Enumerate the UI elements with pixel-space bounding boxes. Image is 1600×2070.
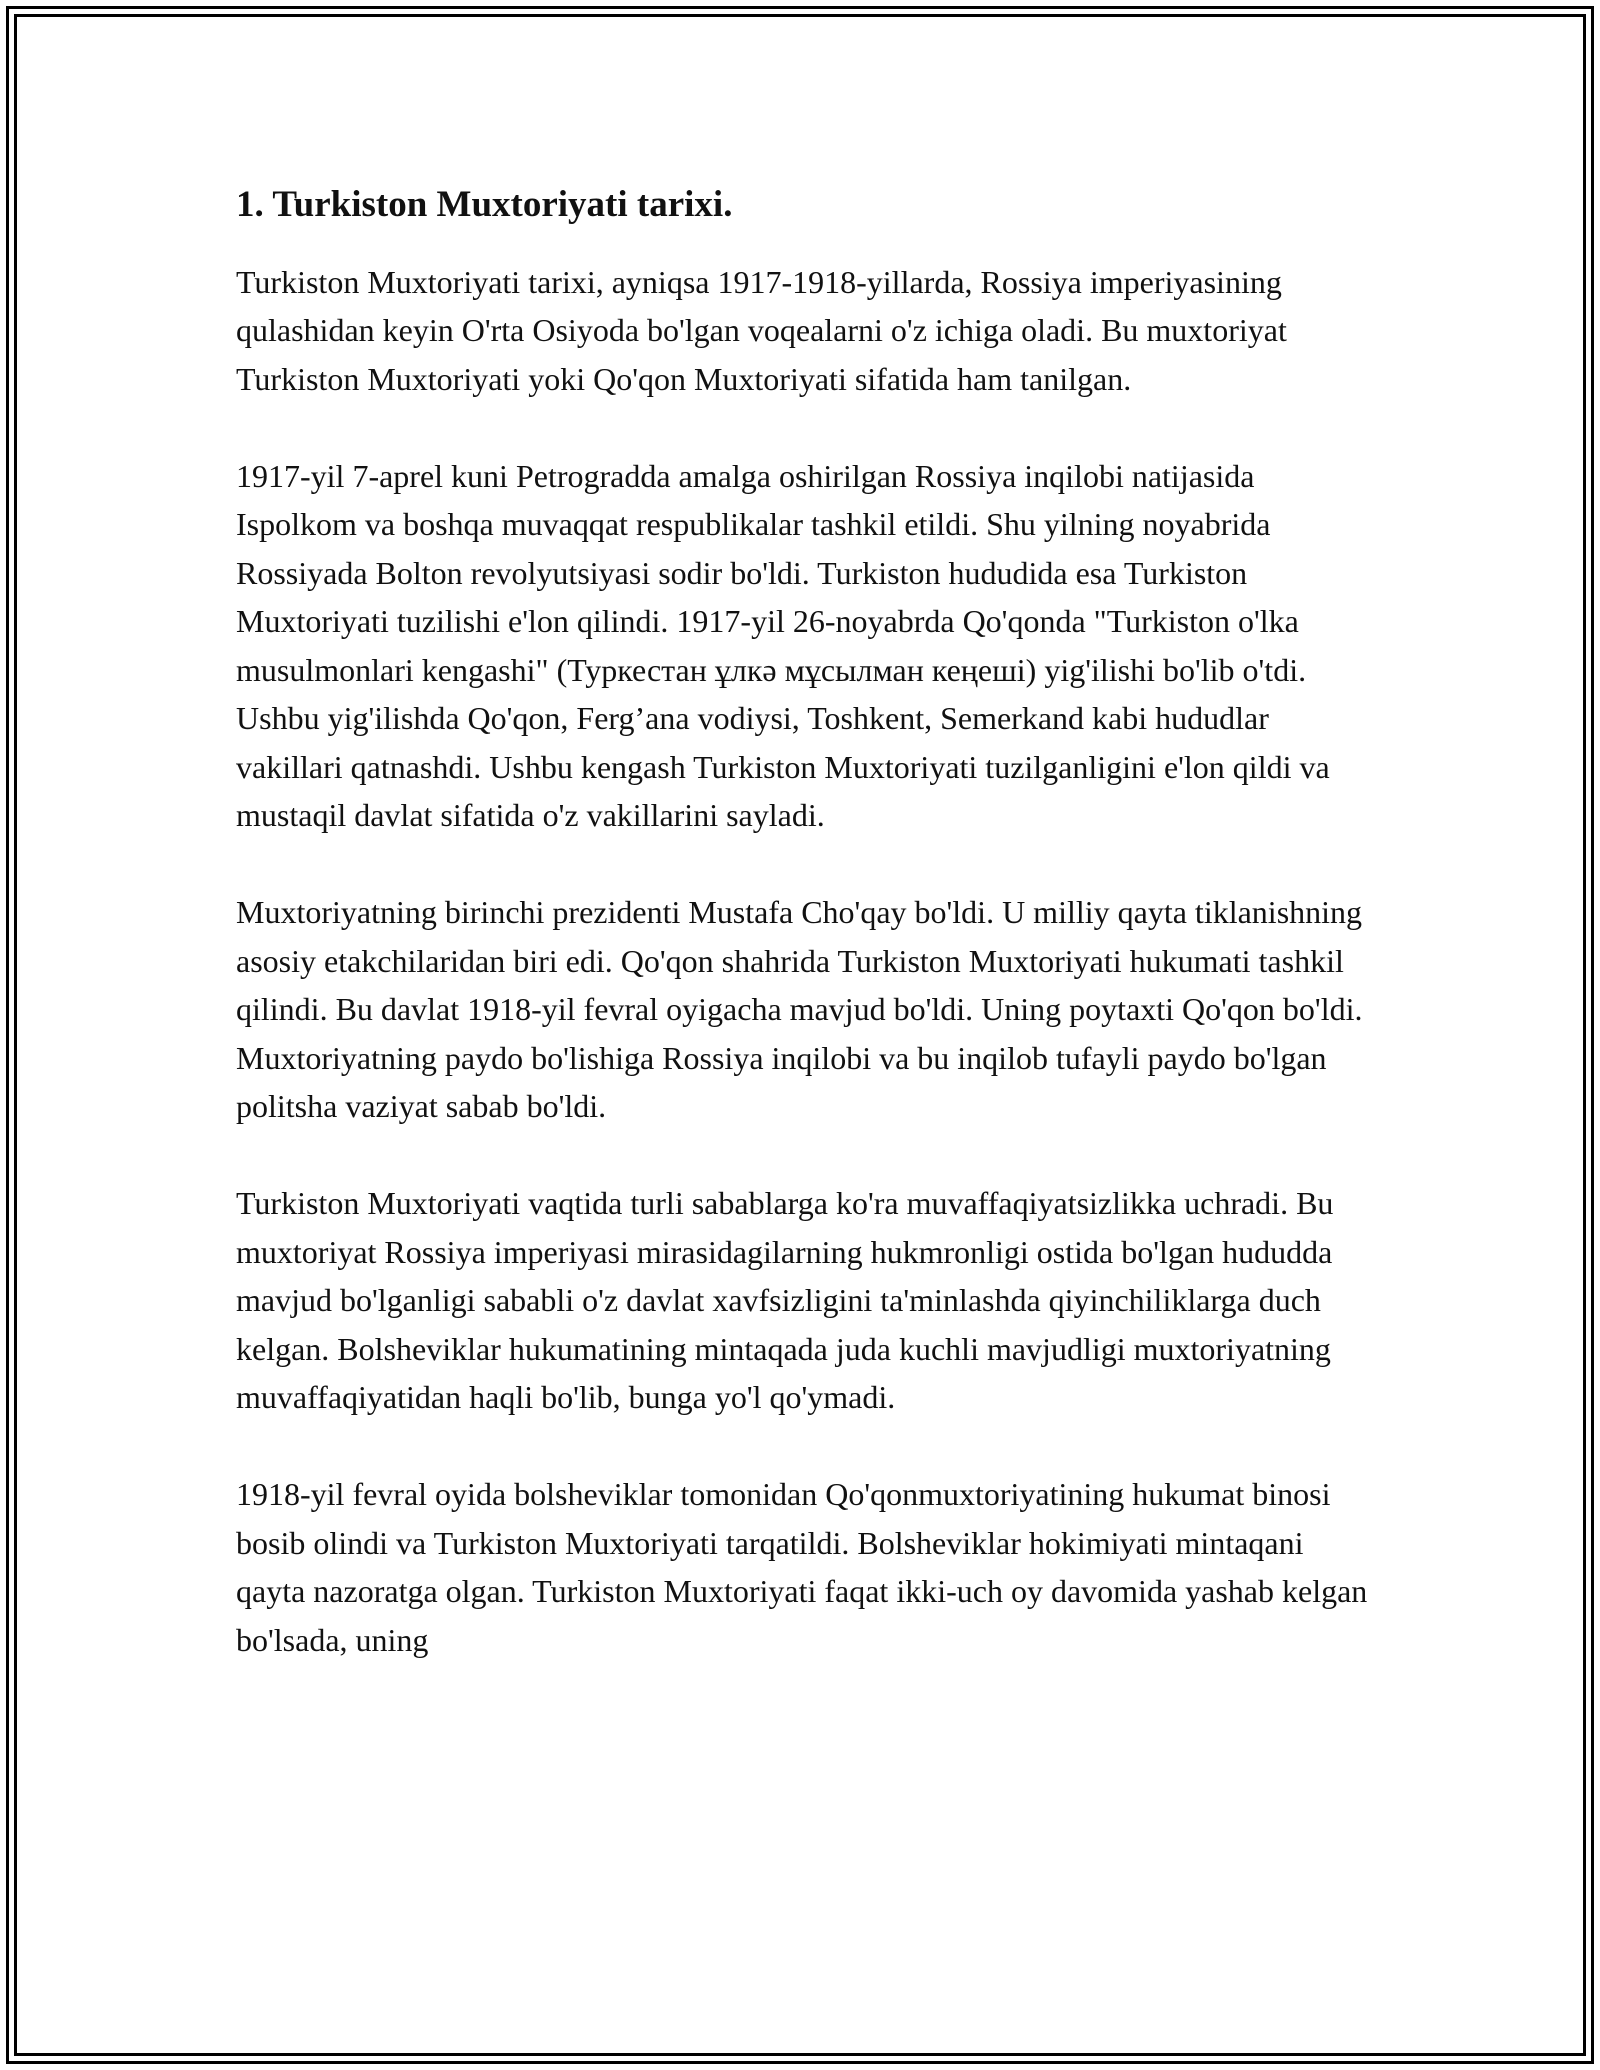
paragraph: 1918-yil fevral oyida bolsheviklar tomonidan Qo'qonmuxtoriyatining hukumat binosi bosib olindi va Turkiston Muxtoriyati tarqatildi. Bolsheviklar hokimiyati mintaqani qayta nazoratga olgan. Turkiston Muxtoriyati faqat ikki-uch oy davomida yashab kelgan bo'lsada, uning [236,1476,1368,1658]
paragraph: Muxtoriyatning birinchi prezidenti Mustafa Cho'qay bo'ldi. U milliy qayta tiklanishning asosiy etakchilaridan biri edi. Qo'qon shahrida Turkiston Muxtoriyati hukumati tashkil qilindi. Bu davlat 1918-yil fevral oyigacha mavjud bo'ldi. Uning poytaxti Qo'qon bo'ldi. Muxtoriyatning paydo bo'lishiga Rossiya inqilobi va bu inqilob tufayli paydo bo'lgan politsha vaziyat sabab bo'ldi. [236,894,1363,1125]
document-body [236,178,1376,1713]
paragraph: Turkiston Muxtoriyati tarixi, ayniqsa 1917-1918-yillarda, Rossiya imperiyasining qulashidan keyin O'rta Osiyoda bo'lgan voqealarni o'z ichiga oladi. Bu muxtoriyat Turkiston Muxtoriyati yoki Qo'qon Muxtoriyati sifatida ham tanilgan. [236,263,1287,397]
section-heading: 1. Turkiston Muxtoriyati tarixi. [236,184,733,225]
paragraph: Turkiston Muxtoriyati vaqtida turli sabablarga ko'ra muvaffaqiyatsizlikka uchradi. Bu muxtoriyat Rossiya imperiyasi mirasidagilarning hukmronligi ostida bo'lgan hududda mavjud bo'lganligi sababli o'z davlat xavfsizligini ta'minlashda qiyinchiliklarga duch kelgan. Bolsheviklar hukumatining mintaqada juda kuchli mavjudligi muxtoriyatning muvaffaqiyatidan haqli bo'lib, bunga yo'l qo'ymadi. [236,1185,1334,1416]
paragraph: 1917-yil 7-aprel kuni Petrogradda amalga oshirilgan Rossiya inqilobi natijasida Ispolkom va boshqa muvaqqat respublikalar tashkil etildi. Shu yilning noyabrida Rossiyada Bolton revolyutsiyasi sodir bo'ldi. Turkiston hududida esa Turkiston Muxtoriyati tuzilishi e'lon qilindi. 1917-yil 26-noyabrda Qo'qonda "Turkiston o'lka musulmonlari kengashi" (Туркестан ұлкə мұсылман кеңеші) yig'ilishi bo'lib o'tdi. Ushbu yig'ilishda Qo'qon, Ferg’ana vodiysi, Toshkent, Semerkand kabi hududlar vakillari qatnashdi. Ushbu kengash Turkiston Muxtoriyati tuzilganligini e'lon qildi va mustaqil davlat sifatida o'z vakillarini sayladi. [236,457,1330,834]
